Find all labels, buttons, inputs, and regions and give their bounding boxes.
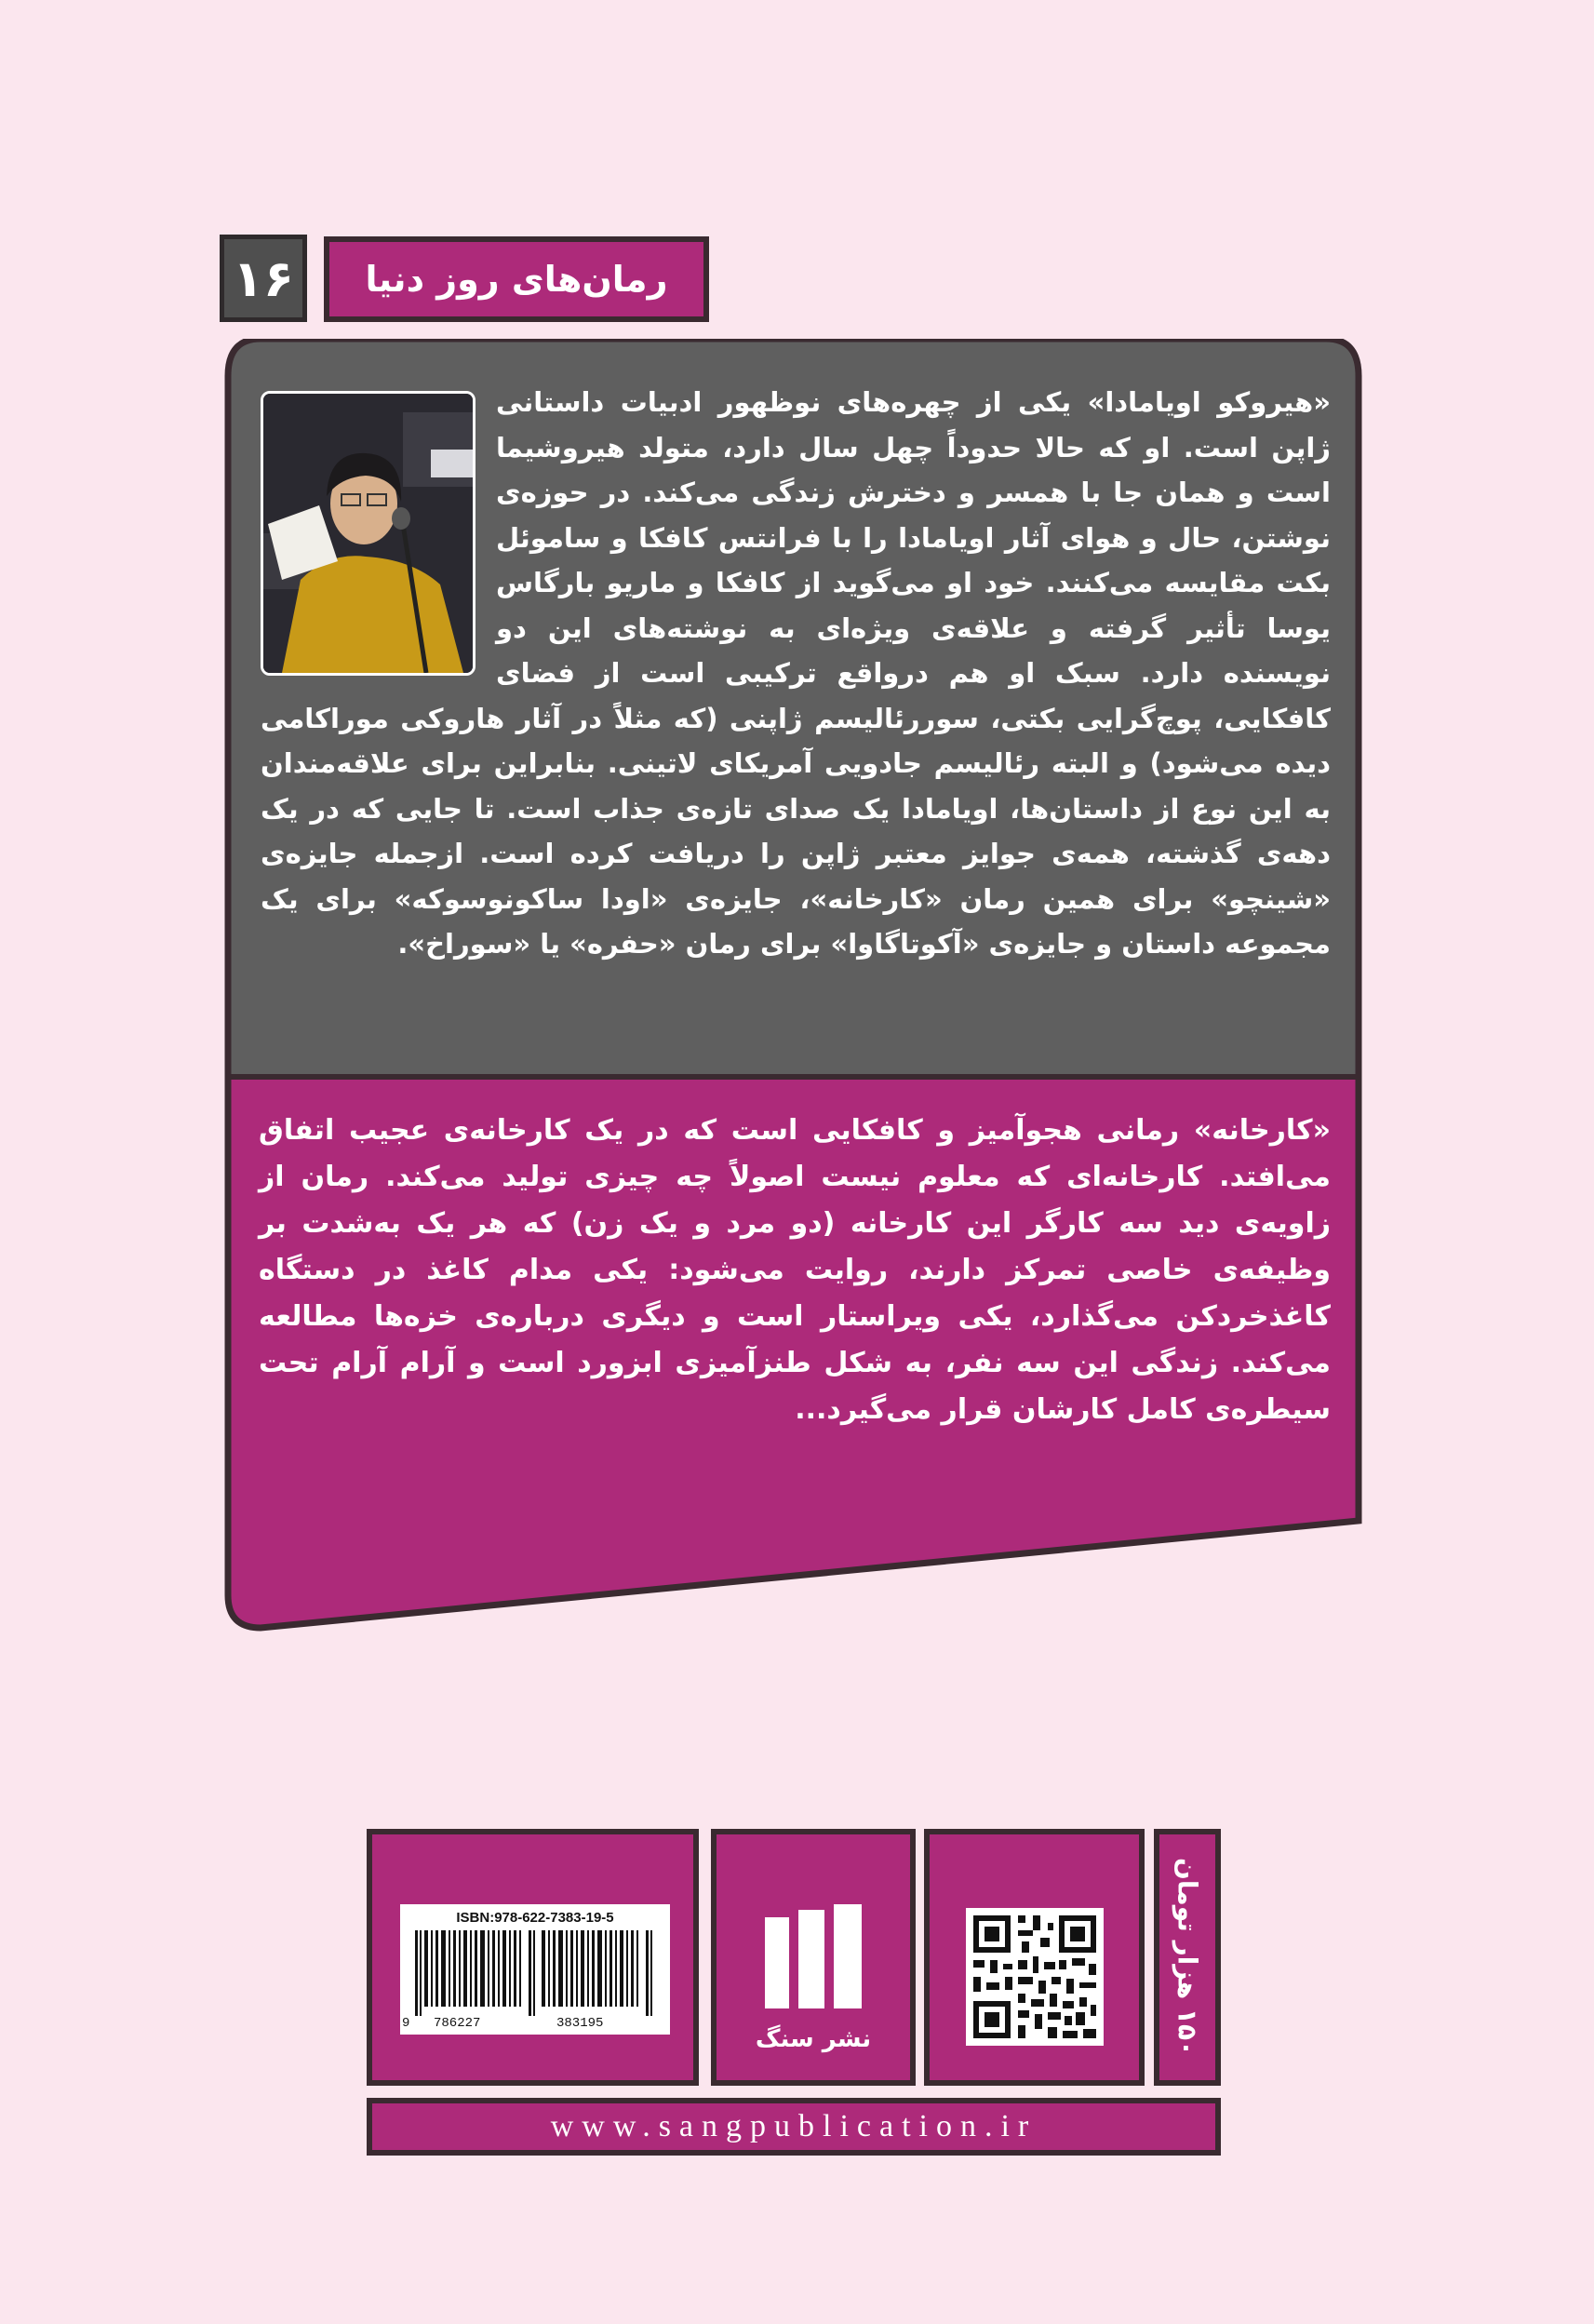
author-photo-illustration: [263, 394, 473, 673]
isbn-label: ISBN:978-622-7383-19-5: [456, 1910, 614, 1926]
publisher-name: نشر سنگ: [755, 2025, 872, 2053]
qr-code-icon: [966, 1908, 1104, 2046]
barcode: [400, 1904, 670, 2035]
author-bio: [261, 380, 1331, 1078]
qr-code: [966, 1908, 1104, 2046]
website-url[interactable]: www.sangpublication.ir: [550, 2109, 1038, 2143]
book-spines-icon: [765, 1904, 862, 2008]
barcode-digit-first: 9: [402, 2016, 410, 2031]
barcode-digit-group-1: 786227: [434, 2016, 481, 2031]
barcode-digit-group-2: 383195: [556, 2016, 604, 2031]
barcode-bars: [411, 1930, 659, 2016]
author-bio-text: «هیروکو اویامادا» یکی از چهره‌های نوظهور ادبیات داستانی ژاپن است. او که حالا حدوداً چهل سال دارد، متولد هیروشیما است و همان جا با همسر و دخترش زندگی می‌کند. در حوزه‌ی نوشتن، حال و هوای آثار اویامادا را با فرانتس کافکا و ساموئل بکت مقایسه می‌کنند. خود او می‌گوید از کافکا و ماریو بارگاس یوسا تأثیر گرفته و علاقه‌ی ویژه‌ای به نوشته‌های این دو نویسنده دارد. سبک او هم درواقع ترکیبی است از فضای کافکایی، پوچ‌گرایی بکتی، سوررئالیسم ژاپنی (که مثلاً در آثار هاروکی موراکامی دیده می‌شود) و البته رئالیسم جادویی آمریکای لاتینی. بنابراین برای علاقه‌مندان به این نوع از داستان‌ها، اویامادا یک صدای تازه‌ی جذاب است. تا جایی که در یک دهه‌ی گذشته، همه‌ی جوایز معتبر ژاپن را دریافت کرده است. ازجمله جایزه‌ی «شینچو» برای همین رمان «کارخانه»، جایزه‌ی «اودا ساکونوسوکه» برای یک مجموعه داستان و جایزه‌ی «آکوتاگاوا» برای رمان «حفره» یا «سوراخ».: [261, 386, 1331, 960]
author-photo: [261, 391, 476, 676]
series-number: ۱۶: [220, 235, 307, 322]
series-title: رمان‌های روز دنیا: [324, 236, 709, 322]
price: ۱۵۰ هزار تومان: [1172, 1858, 1203, 2057]
book-summary: «کارخانه» رمانی هجوآمیز و کافکایی است که در یک کارخانه‌ی عجیب اتفاق می‌افتد. کارخانه‌ای که معلوم نیست اصولاً چه چیزی تولید می‌کند. رمان از زاویه‌ی دید سه کارگر این کارخانه (دو مرد و یک زن) که هر یک به‌شدت بر وظیفه‌ی خاصی تمرکز دارند، روایت می‌شود: یکی مدام کاغذ در دستگاه کاغذخردکن می‌گذارد، یکی ویراستار است و دیگری درباره‌ی خزه‌ها مطالعه می‌کند. زندگی این سه نفر، به شکل طنزآمیزی ابزورد است و آرام آرام تحت سیطره‌ی کامل کارشان قرار می‌گیرد...: [259, 1114, 1331, 1426]
